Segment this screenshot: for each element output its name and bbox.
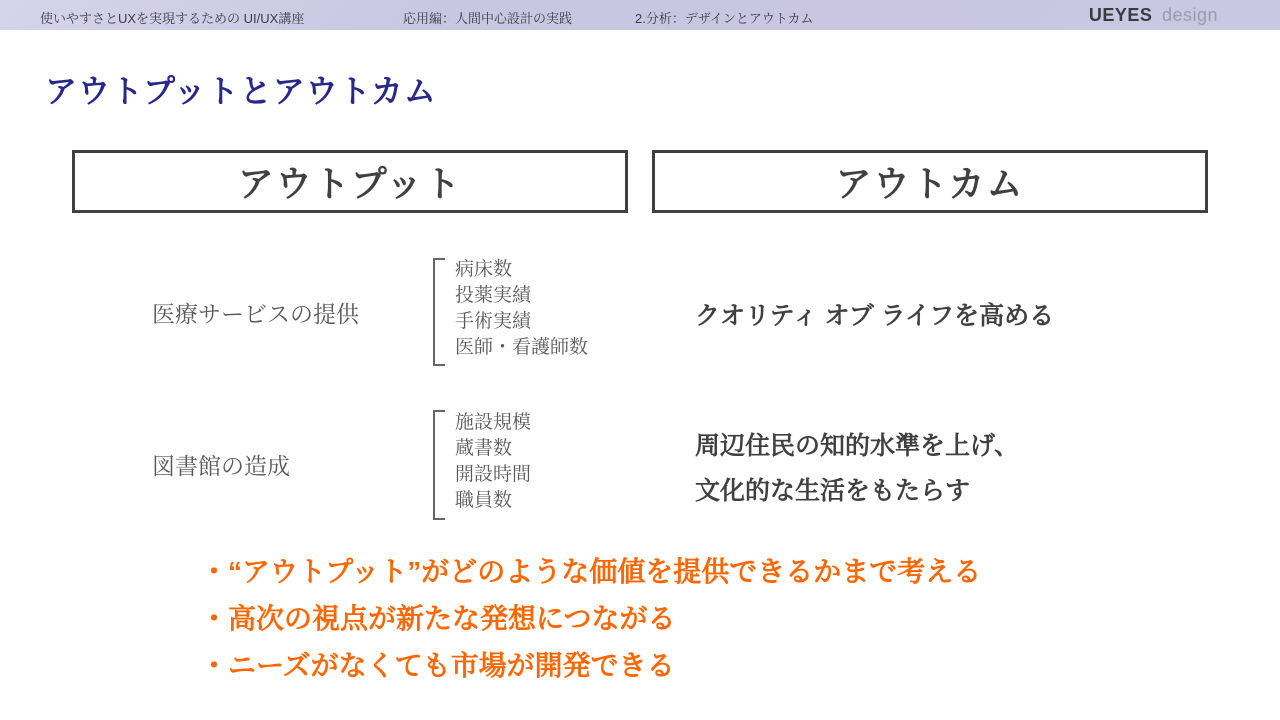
row1-bracket bbox=[433, 258, 445, 366]
header-bar bbox=[0, 0, 1280, 30]
takeaway-bullet: ・“アウトプット”がどのような価値を提供できるかまで考える bbox=[200, 556, 982, 587]
row1-label: 医療サービスの提供 bbox=[152, 301, 359, 327]
header-course-title: 使いやすさとUXを実現するための UI/UX講座 bbox=[40, 11, 305, 26]
row1-output-item: 手術実績 bbox=[455, 311, 532, 332]
header-chapter-title: 2.分析：デザインとアウトカム bbox=[635, 11, 814, 26]
row2-outcome-line: 文化的な生活をもたらす bbox=[695, 477, 971, 505]
row2-label: 図書館の造成 bbox=[152, 453, 290, 479]
row2-outcome-text bbox=[695, 424, 1019, 514]
row1-output-item: 医師・看護師数 bbox=[455, 337, 589, 358]
row2-outcome-line: 周辺住民の知的水準を上げ、 bbox=[695, 432, 1020, 460]
takeaway-bullet: ・ニーズがなくても市場が開発できる bbox=[200, 650, 675, 681]
row1-outcome-text bbox=[695, 294, 1054, 339]
row2-bracket bbox=[433, 410, 445, 520]
outcome-header-label: アウトカム bbox=[835, 163, 1025, 204]
output-header-label: アウトプット bbox=[237, 163, 463, 204]
row2-output-item: 職員数 bbox=[455, 490, 513, 511]
header-section-title: 応用編：人間中心設計の実践 bbox=[403, 11, 573, 26]
row2-output-item: 施設規模 bbox=[455, 412, 532, 433]
slide-title: アウトプットとアウトカム bbox=[45, 73, 437, 109]
ueyes-design-logo bbox=[1089, 5, 1218, 26]
logo-primary-text: UEYES bbox=[1088, 5, 1153, 25]
outcome-header-box bbox=[652, 150, 1208, 213]
row2-output-list bbox=[455, 410, 531, 514]
row1-output-item: 病床数 bbox=[455, 259, 513, 280]
row1-output-item: 投薬実績 bbox=[455, 285, 532, 306]
row2-output-item: 開設時間 bbox=[455, 464, 532, 485]
takeaway-bullets bbox=[200, 548, 981, 689]
row1-outcome-line: クオリティ オブ ライフを高める bbox=[695, 302, 1055, 330]
takeaway-bullet: ・高次の視点が新たな発想につながる bbox=[200, 603, 676, 634]
output-header-box bbox=[72, 150, 628, 213]
logo-secondary-text: design bbox=[1161, 5, 1218, 25]
row2-output-item: 蔵書数 bbox=[455, 438, 513, 459]
row1-output-list bbox=[455, 257, 588, 361]
